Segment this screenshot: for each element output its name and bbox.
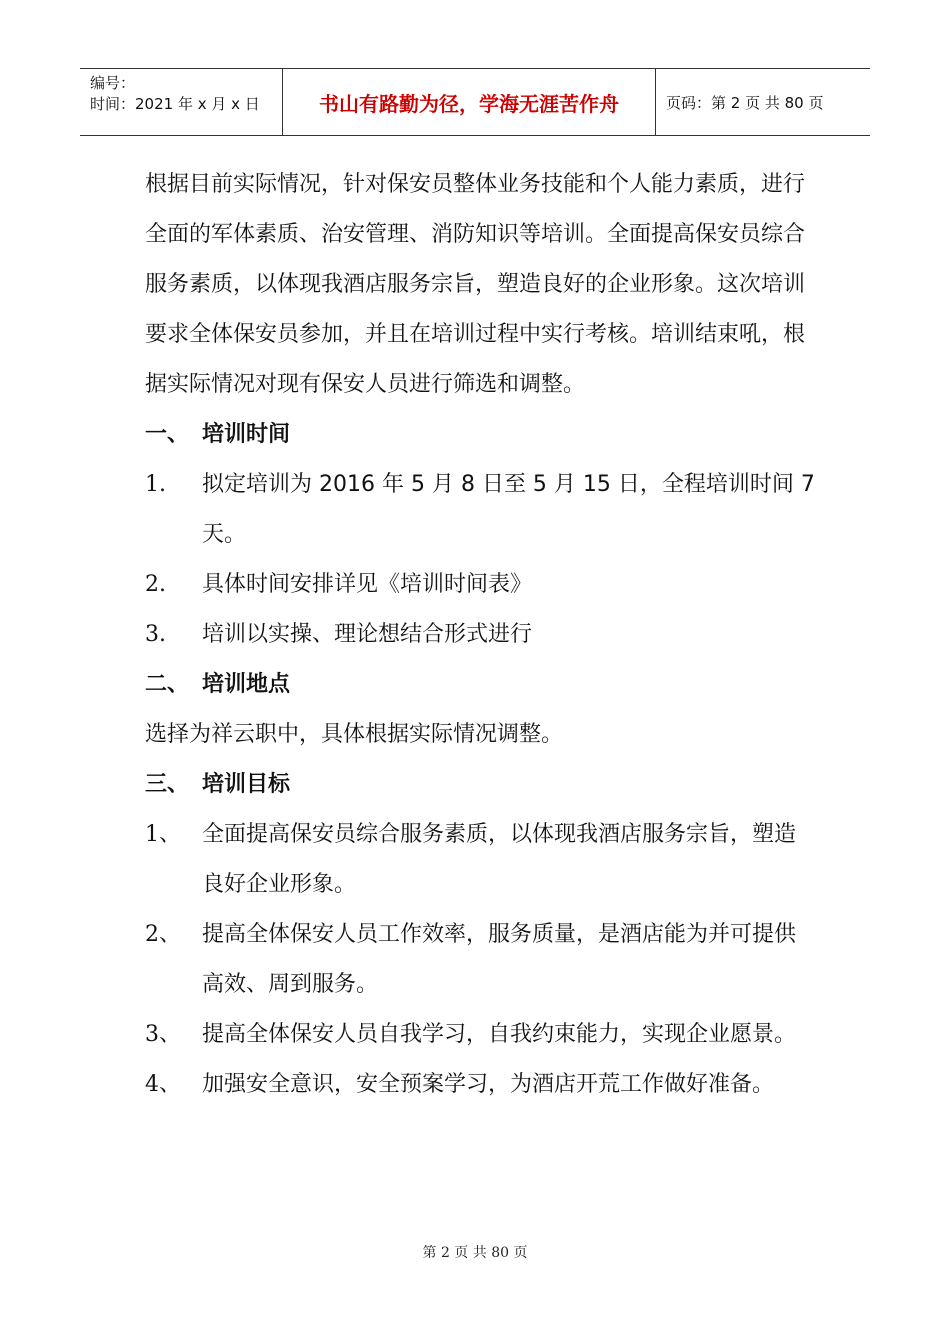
section-number: 一、 — [145, 422, 190, 447]
section-title: 培训目标 — [202, 772, 291, 797]
list-item — [145, 1060, 815, 1110]
item-number: 3. — [145, 622, 166, 647]
header-page-label: 页码：第 2 页 共 80 页 — [666, 93, 824, 112]
list-item — [145, 910, 815, 1010]
intro-paragraph: 根据目前实际情况，针对保安员整体业务技能和个人能力素质，进行全面的军体素质、治安管理、消防知识等培训。全面提高保安员综合服务素质，以体现我酒店服务宗旨，塑造良好的企业形象。这次培训要求全体保安员参加，并且在培训过程中实行考核。培训结束吼，根据实际情况对现有保安人员进行筛选和调整。 — [145, 172, 806, 397]
section-heading-location — [145, 660, 815, 710]
item-text: 具体时间安排详见《培训时间表》 — [202, 572, 533, 597]
section-heading-time — [145, 410, 815, 460]
location-paragraph: 选择为祥云职中，具体根据实际情况调整。 — [145, 722, 564, 747]
number-label: 编号： — [90, 74, 136, 92]
list-item — [145, 610, 815, 660]
list-item — [145, 810, 815, 910]
section-number: 二、 — [145, 672, 190, 697]
header-meta — [80, 69, 283, 135]
page-footer: 第 2 页 共 80 页 — [422, 1245, 528, 1261]
item-text: 拟定培训为 2016 年 5 月 8 日至 5 月 15 日，全程培训时间 7 天。 — [202, 472, 815, 547]
section-title: 培训地点 — [202, 672, 291, 697]
section-number: 三、 — [145, 772, 190, 797]
item-number: 3、 — [145, 1022, 181, 1047]
document-body — [145, 160, 815, 1110]
date-label: 时间：2021 年 x 月 x 日 — [90, 95, 260, 113]
list-item — [145, 1010, 815, 1060]
item-text: 加强安全意识，安全预案学习，为酒店开荒工作做好准备。 — [202, 1072, 775, 1097]
item-text: 提高全体保安人员工作效率，服务质量，是酒店能为并可提供高效、周到服务。 — [202, 922, 797, 997]
item-number: 2、 — [145, 922, 181, 947]
section-heading-goals — [145, 760, 815, 810]
list-item — [145, 460, 815, 560]
item-number: 4、 — [145, 1072, 181, 1097]
item-text: 提高全体保安人员自我学习，自我约束能力，实现企业愿景。 — [202, 1022, 797, 1047]
page-header — [80, 68, 870, 136]
item-number: 2. — [145, 572, 166, 597]
item-number: 1. — [145, 472, 166, 497]
item-text: 全面提高保安员综合服务素质，以体现我酒店服务宗旨，塑造良好企业形象。 — [202, 822, 797, 897]
header-motto: 书山有路勤为径，学海无涯苦作舟 — [283, 69, 656, 135]
item-text: 培训以实操、理论想结合形式进行 — [202, 622, 533, 647]
item-number: 1、 — [145, 822, 181, 847]
list-item — [145, 560, 815, 610]
section-title: 培训时间 — [202, 422, 291, 447]
